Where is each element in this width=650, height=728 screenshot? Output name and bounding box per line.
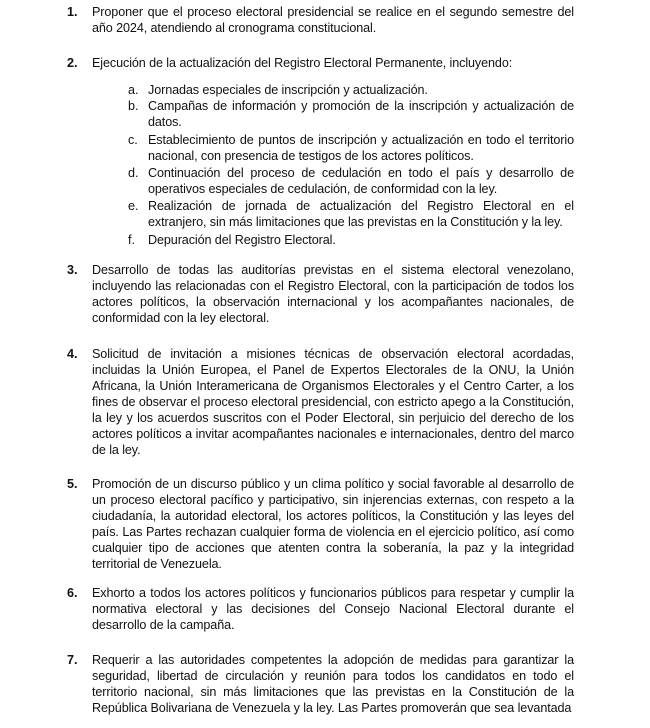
item-number: 5. [67, 477, 78, 491]
sub-item-letter: b. [128, 99, 139, 113]
item-text: Ejecución de la actualización del Registro Electoral Permanente, incluyendo: [92, 56, 513, 70]
item-text: Requerir a las autoridades competentes la adopción de medidas para garantizar la seguridad, libertad de circulación y reunión para todos los candidatos en todo el territorio nacional, sin más limitaciones que las previstas en la Constitución de la República Bolivariana de Venezuela y la ley. Las Partes promoverán que sea levantada [92, 653, 574, 715]
sub-item-letter: f. [128, 233, 135, 247]
sub-item-text: Jornadas especiales de inscripción y actualización. [148, 83, 428, 97]
sub-item-text: Realización de jornada de actualización del Registro Electoral en el extranjero, sin más limitaciones que las previstas en la Constitución y la ley. [148, 199, 574, 229]
item-number: 7. [67, 653, 78, 667]
sub-item-text: Campañas de información y promoción de la inscripción y actualización de datos. [148, 99, 574, 129]
item-text: Proponer que el proceso electoral presidencial se realice en el segundo semestre del año 2024, atendiendo al cronograma constitucional. [92, 5, 574, 35]
item-text: Desarrollo de todas las auditorías previstas en el sistema electoral venezolano, incluyendo las relacionadas con el Registro Electoral, con la participación de todos los actores políticos, la observación internacional y los acompañantes nacionales, de conformidad con la ley electoral. [92, 263, 574, 325]
sub-item-letter: e. [128, 199, 139, 213]
item-number: 1. [67, 5, 78, 19]
item-text: Solicitud de invitación a misiones técnicas de observación electoral acordadas, incluidas la Unión Europea, el Panel de Expertos Electorales de la ONU, la Unión Africana, la Unión Interamericana de Organismos Electorales y el Centro Carter, a los fines de observar el proceso electoral presidencial, con estricto apego a la Constitución, la ley y los acuerdos suscritos con el Poder Electoral, sin perjuicio del derecho de los actores políticos a invitar acompañantes nacionales e internacionales, dentro del marco de la ley. [92, 347, 574, 457]
item-number: 6. [67, 586, 78, 600]
item-number: 4. [67, 347, 78, 361]
item-text: Exhorto a todos los actores políticos y funcionarios públicos para respetar y cumplir la normativa electoral y las decisiones del Consejo Nacional Electoral durante el desarrollo de la campaña. [92, 586, 574, 632]
sub-item-letter: c. [128, 133, 138, 147]
sub-item-text: Continuación del proceso de cedulación en todo el país y desarrollo de operativos especiales de cedulación, de conformidad con la ley. [148, 166, 574, 196]
item-number: 2. [67, 56, 78, 70]
sub-item-text: Depuración del Registro Electoral. [148, 233, 336, 247]
sub-item-text: Establecimiento de puntos de inscripción y actualización en todo el territorio nacional, con presencia de testigos de los actores políticos. [148, 133, 574, 163]
item-text: Promoción de un discurso público y un clima político y social favorable al desarrollo de un proceso electoral pacífico y participativo, sin injerencias externas, con respeto a la ciudadanía, la autoridad electoral, los actores políticos, la Constitución y las leyes del país. Las Partes rechazan cualquier forma de violencia en el ejercicio político, así como cualquier tipo de acciones que atenten contra la soberanía, la paz y la integridad territorial de Venezuela. [92, 477, 574, 571]
sub-item-letter: a. [128, 83, 139, 97]
sub-item-letter: d. [128, 166, 139, 180]
item-number: 3. [67, 263, 78, 277]
